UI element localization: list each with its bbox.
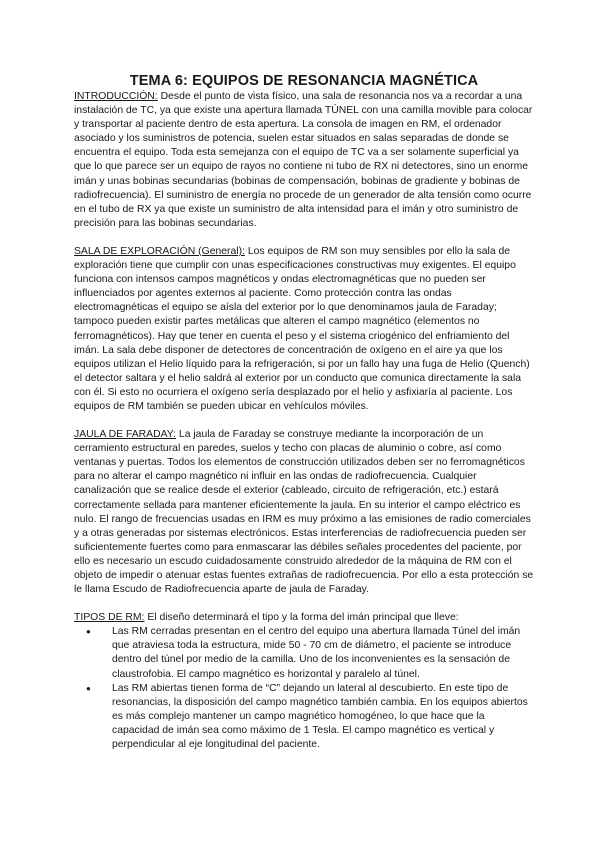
- rm-types-list: [74, 625, 534, 752]
- section-heading: JAULA DE FARADAY:: [74, 429, 177, 441]
- section-tipos-rm: [74, 611, 534, 625]
- section-heading: SALA DE EXPLORACIÓN (General):: [74, 245, 245, 257]
- section-text: La jaula de Faraday se construye mediante la incorporación de un cerramiento estructural en paredes, suelos y techo con placas de aluminio o cobre, así como ventanas y puertas. Todos los elementos de construcción utilizados deben ser no ferromagnéticos para no alterar el campo magnético ni influir en las ondas de radiofrecuencia. Cualquier canalización que se realice desde el exterior (cableado, circuito de refrigeración, etc.) estará correctamente sellada para mantener eficientemente la jaula. En su interior el campo eléctrico es nulo. El rango de frecuencias usadas en IRM es muy próximo a las emisiones de radio comerciales y a otras generadas por sistemas electrónicos. Estas interferencias de radiofrecuencia pueden ser suficientemente fuertes como para enmascarar las débiles señales procedentes del paciente, por ello es necesario un escudo cuidadosamente construido alrededor de la máquina de RM con el objeto de impedir o atenuar estas fuentes extrañas de radiofrecuencia. Por ello a esta protección se le llama Escudo de Radiofrecuencia aparte de jaula de Faraday.: [74, 429, 534, 596]
- section-introduccion: [74, 90, 534, 231]
- document-page: [74, 72, 534, 752]
- section-text: Los equipos de RM son muy sensibles por ello la sala de exploración tiene que cumplir con unas especificaciones constructivas muy exigentes. El equipo funciona con intensos campos magnéticos y ondas electromagnéticas que no pueden ser influenciados por agentes externos al paciente. Como protección contra las ondas electromagnéticas el equipo se aísla del exterior por lo que denominamos jaula de Faraday; tampoco pueden existir partes metálicas que alteren el campo magnético (elementos no ferromagnéticos). Hay que tener en cuenta el peso y el sistema criogénico del enfriamiento del imán. La sala debe disponer de detectores de concentración de oxígeno en el aire ya que los equipos utilizan el Helio líquido para la refrigeración, si por un fallo hay una fuga de Helio (Quench) el detector saltara y el helio saldrá al exterior por un conducto que comunica directamente la sala con él. Si esto no ocurriera el oxígeno sería desplazado por el helio y asfixiaría al paciente. Los equipos de RM también se pueden ubicar en vehículos móviles.: [74, 245, 530, 412]
- list-item: ● Las RM cerradas presentan en el centro del equipo una abertura llamada Túnel del imán que atraviesa toda la estructura, mide 50 - 70 cm de diámetro, el paciente se introduce dentro del túnel por medio de la camilla. Uno de los inconvenientes es la sensación de claustrofobia. El campo magnético es horizontal y paralelo al túnel.: [112, 625, 534, 681]
- section-sala-exploracion: [74, 245, 534, 414]
- section-text: El diseño determinará el tipo y la forma del imán principal que lleve:: [144, 612, 459, 624]
- section-text: Desde el punto de vista físico, una sala de resonancia nos va a recordar a una instalación de TC, ya que existe una apertura llamada TÚNEL con una camilla movible para colocar y transportar al paciente dentro de esta apertura. La consola de imagen en RM, el ordenador asociado y los suministros de potencia, suelen estar situados en salas separadas de donde se encuentra el equipo. Toda esta semejanza con el equipo de TC va a ser solamente superficial ya que lo que parece ser un equipo de rayos no contiene ni tubo de RX ni detectores, sino un enorme imán y unas bobinas secundarias (bobinas de compensación, bobinas de gradiente y bobinas de radiofrecuencia). El suministro de energía no procede de un generador de alta tensión como ocurre en el tubo de RX ya que existe un suministro de alta intensidad para el imán y otro suministro de precisión para las bobinas secundarias.: [74, 91, 533, 229]
- list-item: ● Las RM abiertas tienen forma de “C” dejando un lateral al descubierto. En este tipo de resonancias, la disposición del campo magnético también cambia. En los equipos abiertos es más complejo mantener un campo magnético homogéneo, lo que hace que la capacidad de imán sea como máximo de 1 Tesla. El campo magnético es vertical y perpendicular al eje longitudinal del paciente.: [112, 682, 534, 752]
- section-jaula-faraday: [74, 428, 534, 597]
- section-heading: TIPOS DE RM:: [74, 612, 145, 624]
- page-title: TEMA 6: EQUIPOS DE RESONANCIA MAGNÉTICA: [129, 73, 479, 89]
- section-heading: INTRODUCCIÓN:: [74, 91, 158, 102]
